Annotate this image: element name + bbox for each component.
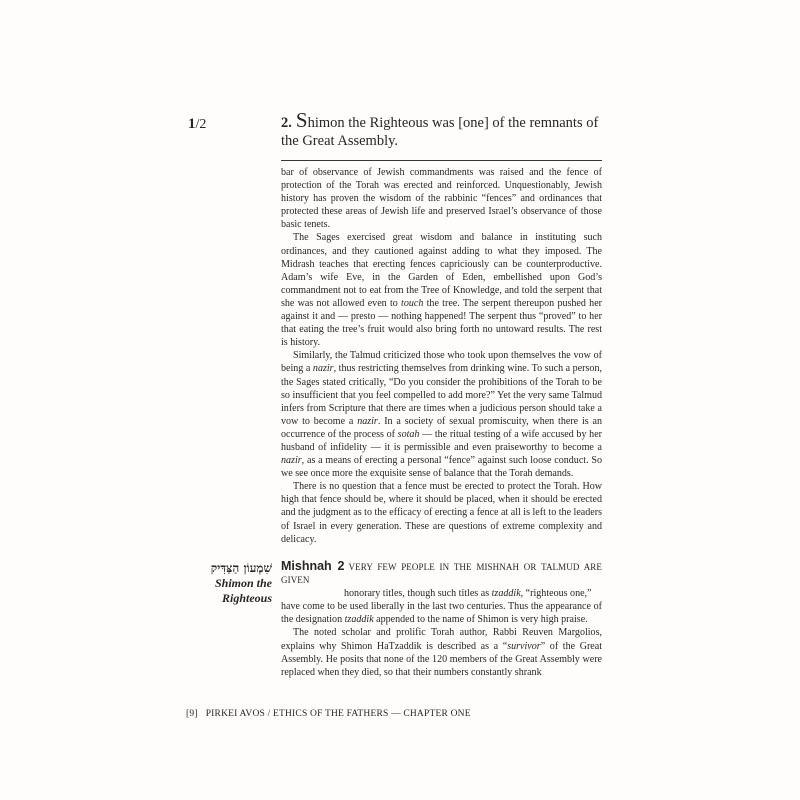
mishnah-number: /2 [195, 117, 207, 132]
mishnah-2-paragraph-2: The noted scholar and prolific Torah author, Rabbi Reuven Margolios, explains why Shimon HaTzaddik is described as a “survivor” of the Great Assembly. He posits that none of the 120 members of the Great Assembly were replaced when they died, so that their numbers constantly shrank [281, 627, 603, 678]
sidebar-english-line-1: Shimon the [214, 576, 272, 590]
sidebar-heading [186, 561, 272, 606]
chapter-number: 1 [188, 116, 196, 132]
mishnah-2-label: Mishnah 2 [281, 559, 345, 573]
mishnah-text [281, 108, 611, 150]
page-footer [186, 709, 606, 719]
commentary-block [281, 166, 602, 546]
sidebar-hebrew-title: שִׁמְעוֹן הַצַּדִּיק [210, 561, 272, 575]
commentary-paragraph-1: bar of observance of Jewish commandments was raised and the fence of protection of the Torah was erected and reinforced. Unquestionably, Jewish history has proven the wisdom of the rabbinic “fences” and ordinances that protected these areas of Jewish life and preserved Israel’s observance of those basic tenets. [281, 167, 602, 231]
mishnah-text-body: himon the Righteous was [one] of the remnants of the Great Assembly. [281, 115, 599, 149]
page-number: [9] [186, 709, 198, 719]
mishnah-2-paragraph-1: have come to be used liberally in the last two centuries. Thus the appearance of the designation tzaddik appended to the name of Shimon is very high praise. [281, 601, 602, 626]
running-title: PIRKEI AVOS / ETHICS OF THE FATHERS — CHAPTER ONE [205, 709, 471, 719]
mishnah-2-lead-caps: VERY FEW PEOPLE IN THE MISHNAH OR TALMUD ARE GIVEN [281, 562, 602, 586]
commentary-paragraph-2: The Sages exercised great wisdom and balance in instituting such ordinances, and they cautioned against adding to what they imposed. The Midrash teaches that erecting fences capriciously can be counterproductive. Adam’s wife Eve, in the Garden of Eden, embellished upon God’s commandment not to eat from the Tree of Knowledge, and told the serpent that she was not allowed even to touch the tree. The serpent thereupon pushed her against it and — presto — nothing happened! The serpent thus “proved” to her that eating the tree’s fruit would also bring forth no untoward results. The rest is history. [281, 232, 602, 349]
divider-rule [281, 160, 602, 161]
sidebar-english-line-2: Righteous [221, 591, 272, 605]
mishnah-index: 2. [281, 115, 292, 131]
drop-cap: S [295, 108, 308, 132]
chapter-marker [188, 116, 206, 133]
commentary-paragraph-4: There is no question that a fence must be erected to protect the Torah. How high that fence should be, where it should be placed, when it should be erected and the judgment as to the efficacy of erecting a fence at all is left to the leaders of Israel in every generation. These are questions of extreme complexity and delicacy. [281, 481, 602, 545]
mishnah-2-lead-line [281, 560, 602, 587]
commentary-paragraph-3: Similarly, the Talmud criticized those who took upon themselves the vow of being a nazir, thus restricting themselves from drinking wine. To such a person, the Sages stated critically, “Do you consider the prohibitions of the Torah to be so insufficient that you feel compelled to add more?” Yet the very same Talmud infers from Scripture that there are times when a judicious person should take a vow to become a nazir. In a society of sexual promiscuity, when there is an occurrence of the process of sotah — the ritual testing of a wife accused by her husband of infidelity — it is permissible and even praiseworthy to become a nazir, as a means of erecting a personal “fence” against such loose conduct. So we see once more the exquisite sense of balance that the Torah demands. [281, 350, 602, 480]
mishnah-2-commentary [281, 560, 602, 679]
mishnah-2-hang-line: honorary titles, though such titles as tzaddik, “righteous one,” [344, 588, 592, 600]
